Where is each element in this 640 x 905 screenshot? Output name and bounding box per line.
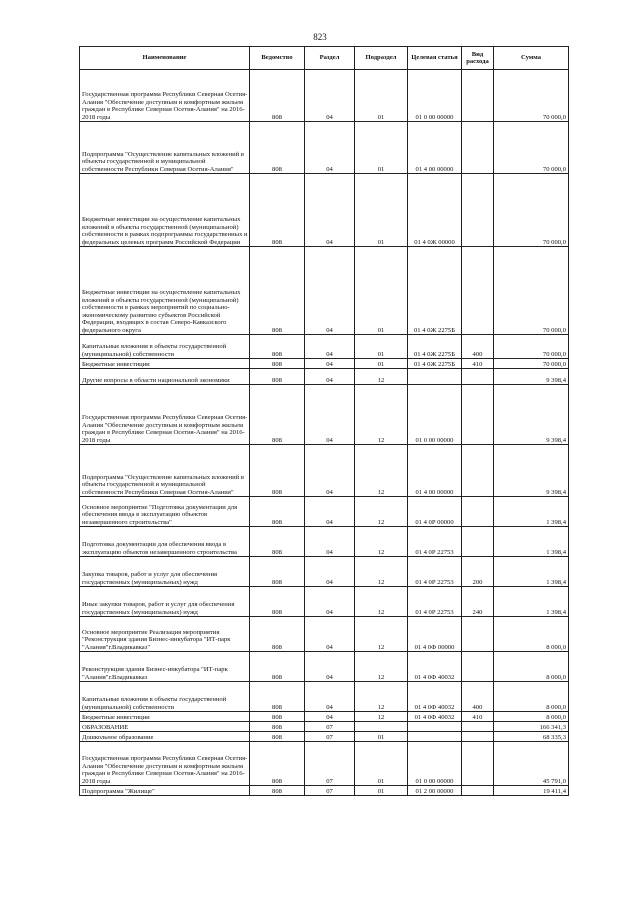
cell-sum: 9 398,4	[494, 445, 569, 497]
cell-name: Подготовка документации для обеспечения ввода в эксплуатацию объектов незавершенного строительства	[80, 527, 250, 557]
cell-subsection: 12	[355, 385, 408, 445]
cell-section: 04	[305, 712, 355, 722]
cell-expense-type	[462, 786, 494, 796]
cell-section: 07	[305, 722, 355, 732]
cell-name: Подпрограмма "Осуществление капитальных вложений в объекты государственной и муниципальной собственности Республики Северная Осетия-Алания"	[80, 445, 250, 497]
cell-section: 04	[305, 174, 355, 247]
table-row	[80, 742, 569, 786]
cell-section: 04	[305, 557, 355, 587]
cell-sum: 45 791,0	[494, 742, 569, 786]
cell-target-article	[408, 722, 462, 732]
table-row	[80, 359, 569, 369]
cell-name: Бюджетные инвестиции	[80, 712, 250, 722]
cell-sum: 68 335,3	[494, 732, 569, 742]
cell-department: 808	[250, 369, 305, 385]
table-row	[80, 682, 569, 712]
cell-name: Другие вопросы в области национальной экономики	[80, 369, 250, 385]
cell-expense-type	[462, 122, 494, 174]
cell-target-article	[408, 369, 462, 385]
cell-section: 04	[305, 335, 355, 359]
table-row	[80, 557, 569, 587]
cell-expense-type: 400	[462, 335, 494, 359]
cell-department: 808	[250, 732, 305, 742]
cell-target-article: 01 4 0Ж 2275Б	[408, 359, 462, 369]
cell-subsection: 12	[355, 369, 408, 385]
cell-department: 808	[250, 122, 305, 174]
table-header-row	[80, 47, 569, 70]
cell-sum: 1 398,4	[494, 497, 569, 527]
cell-subsection: 12	[355, 617, 408, 652]
cell-department: 808	[250, 359, 305, 369]
cell-expense-type	[462, 527, 494, 557]
header-target-article: Целевая статья	[408, 47, 462, 70]
table-row	[80, 587, 569, 617]
header-subsection: Подраздел	[355, 47, 408, 70]
cell-name: Дошкольное образование	[80, 732, 250, 742]
header-department: Ведомство	[250, 47, 305, 70]
cell-department: 808	[250, 652, 305, 682]
cell-sum: 1 398,4	[494, 527, 569, 557]
cell-sum: 1 398,4	[494, 587, 569, 617]
table-row	[80, 247, 569, 335]
cell-department: 808	[250, 722, 305, 732]
cell-sum: 9 398,4	[494, 369, 569, 385]
cell-target-article: 01 4 0Ж 2275Б	[408, 335, 462, 359]
cell-target-article: 01 0 00 00000	[408, 742, 462, 786]
cell-expense-type	[462, 70, 494, 122]
cell-name: Реконструкция здания Бизнес-инкубатора "ИТ-парк "Алания"г.Владикавказ	[80, 652, 250, 682]
cell-expense-type	[462, 385, 494, 445]
cell-name: Капитальные вложения в объекты государственной (муниципальной) собственности	[80, 682, 250, 712]
cell-name: ОБРАЗОВАНИЕ	[80, 722, 250, 732]
cell-sum: 166 341,3	[494, 722, 569, 732]
cell-subsection: 01	[355, 732, 408, 742]
cell-subsection: 12	[355, 527, 408, 557]
cell-name: Подпрограмма "Жилище"	[80, 786, 250, 796]
cell-subsection	[355, 722, 408, 732]
table-row	[80, 385, 569, 445]
cell-section: 04	[305, 70, 355, 122]
cell-section: 04	[305, 445, 355, 497]
cell-subsection: 01	[355, 359, 408, 369]
cell-department: 808	[250, 445, 305, 497]
cell-name: Бюджетные инвестиции на осуществление капитальных вложений в объекты государственной (муниципальной) собственности в рамках подпрограммы государственных и федеральных целевых программ Российской Федерации	[80, 174, 250, 247]
cell-name: Государственная программа Республики Северная Осетия-Алания "Обеспечение доступным и комфортным жильем граждан в Республике Северная Осетия-Алания" на 2016-2018 годы	[80, 70, 250, 122]
cell-sum: 70 000,0	[494, 359, 569, 369]
table-row	[80, 369, 569, 385]
table-row	[80, 732, 569, 742]
table-row	[80, 786, 569, 796]
cell-subsection: 12	[355, 445, 408, 497]
cell-section: 04	[305, 359, 355, 369]
cell-section: 04	[305, 385, 355, 445]
cell-sum: 1 398,4	[494, 557, 569, 587]
cell-subsection: 12	[355, 712, 408, 722]
cell-name: Капитальные вложения в объекты государственной (муниципальной) собственности	[80, 335, 250, 359]
cell-expense-type	[462, 652, 494, 682]
page-number: 823	[313, 32, 327, 42]
cell-expense-type	[462, 174, 494, 247]
cell-department: 808	[250, 786, 305, 796]
cell-name: Бюджетные инвестиции	[80, 359, 250, 369]
cell-section: 07	[305, 742, 355, 786]
cell-target-article: 01 0 00 00000	[408, 385, 462, 445]
cell-section: 04	[305, 682, 355, 712]
cell-expense-type: 410	[462, 712, 494, 722]
cell-subsection: 01	[355, 742, 408, 786]
cell-department: 808	[250, 742, 305, 786]
cell-expense-type: 240	[462, 587, 494, 617]
cell-sum: 70 000,0	[494, 174, 569, 247]
cell-name: Закупка товаров, работ и услуг для обеспечения государственных (муниципальных) нужд	[80, 557, 250, 587]
cell-target-article: 01 4 0Ж 00000	[408, 174, 462, 247]
cell-sum: 9 398,4	[494, 385, 569, 445]
cell-name: Иные закупки товаров, работ и услуг для обеспечения государственных (муниципальных) нужд	[80, 587, 250, 617]
cell-department: 808	[250, 527, 305, 557]
cell-section: 04	[305, 247, 355, 335]
cell-section: 07	[305, 786, 355, 796]
cell-target-article: 01 4 0Ф 40032	[408, 682, 462, 712]
cell-expense-type: 200	[462, 557, 494, 587]
cell-target-article: 01 4 0Р 00000	[408, 497, 462, 527]
cell-department: 808	[250, 497, 305, 527]
cell-subsection: 01	[355, 70, 408, 122]
table-row	[80, 527, 569, 557]
cell-expense-type	[462, 445, 494, 497]
cell-target-article: 01 4 0Ф 00000	[408, 617, 462, 652]
table-body	[80, 70, 569, 796]
cell-expense-type	[462, 742, 494, 786]
table-row	[80, 617, 569, 652]
cell-subsection: 01	[355, 247, 408, 335]
table-row	[80, 122, 569, 174]
cell-section: 04	[305, 122, 355, 174]
cell-subsection: 12	[355, 587, 408, 617]
cell-department: 808	[250, 557, 305, 587]
cell-expense-type	[462, 247, 494, 335]
cell-name: Основное мероприятие Реализация мероприятия "Реконструкция здания Бизнес-инкубатора "ИТ-парк "Алания"г.Владикавказ"	[80, 617, 250, 652]
cell-sum: 70 000,0	[494, 70, 569, 122]
cell-sum: 8 000,0	[494, 712, 569, 722]
cell-sum: 70 000,0	[494, 247, 569, 335]
cell-target-article: 01 0 00 00000	[408, 70, 462, 122]
cell-section: 04	[305, 617, 355, 652]
table-row	[80, 70, 569, 122]
cell-expense-type: 400	[462, 682, 494, 712]
cell-target-article	[408, 732, 462, 742]
cell-sum: 8 000,0	[494, 652, 569, 682]
cell-expense-type	[462, 497, 494, 527]
header-name: Наименование	[80, 47, 250, 70]
cell-target-article: 01 4 0Р 22753	[408, 557, 462, 587]
cell-name: Государственная программа Республики Северная Осетия-Алания "Обеспечение доступным и комфортным жильем граждан в Республике Северная Осетия-Алания" на 2016-2018 годы	[80, 742, 250, 786]
table-row	[80, 335, 569, 359]
cell-sum: 19 411,4	[494, 786, 569, 796]
table-row	[80, 497, 569, 527]
cell-sum: 70 000,0	[494, 335, 569, 359]
table-row	[80, 174, 569, 247]
cell-department: 808	[250, 70, 305, 122]
cell-subsection: 12	[355, 652, 408, 682]
cell-section: 04	[305, 369, 355, 385]
table-row	[80, 722, 569, 732]
cell-name: Государственная программа Республики Северная Осетия-Алания "Обеспечение доступным и комфортным жильем граждан в Республике Северная Осетия-Алания" на 2016-2018 годы	[80, 385, 250, 445]
cell-target-article: 01 4 0Ф 40032	[408, 652, 462, 682]
header-section: Раздел	[305, 47, 355, 70]
table-row	[80, 652, 569, 682]
cell-target-article: 01 4 0Ф 40032	[408, 712, 462, 722]
cell-department: 808	[250, 385, 305, 445]
cell-expense-type	[462, 722, 494, 732]
cell-subsection: 12	[355, 497, 408, 527]
cell-target-article: 01 4 0Р 22753	[408, 587, 462, 617]
cell-sum: 70 000,0	[494, 122, 569, 174]
cell-department: 808	[250, 617, 305, 652]
cell-name: Подпрограмма "Осуществление капитальных вложений в объекты государственной и муниципальной собственности Республики Северная Осетия-Алания"	[80, 122, 250, 174]
cell-department: 808	[250, 682, 305, 712]
cell-name: Бюджетные инвестиции на осуществление капитальных вложений в объекты государственной (муниципальной) собственности в рамках мероприятий по социально-экономическому развитию субъектов Российской Федерации, входящих в состав Северо-Кавказского федерального округа	[80, 247, 250, 335]
header-expense-type: Вид расхода	[462, 47, 494, 70]
cell-target-article: 01 2 00 00000	[408, 786, 462, 796]
cell-target-article: 01 4 0Р 22753	[408, 527, 462, 557]
cell-expense-type	[462, 617, 494, 652]
cell-section: 07	[305, 732, 355, 742]
cell-subsection: 01	[355, 122, 408, 174]
cell-subsection: 12	[355, 682, 408, 712]
cell-section: 04	[305, 527, 355, 557]
cell-subsection: 01	[355, 335, 408, 359]
cell-target-article: 01 4 00 00000	[408, 122, 462, 174]
cell-section: 04	[305, 587, 355, 617]
cell-subsection: 01	[355, 174, 408, 247]
cell-expense-type	[462, 369, 494, 385]
cell-department: 808	[250, 335, 305, 359]
cell-target-article: 01 4 0Ж 2275Б	[408, 247, 462, 335]
cell-sum: 8 000,0	[494, 682, 569, 712]
cell-subsection: 01	[355, 786, 408, 796]
cell-target-article: 01 4 00 00000	[408, 445, 462, 497]
budget-table	[79, 46, 569, 796]
header-sum: Сумма	[494, 47, 569, 70]
table-row	[80, 445, 569, 497]
cell-section: 04	[305, 652, 355, 682]
cell-department: 808	[250, 174, 305, 247]
table-row	[80, 712, 569, 722]
cell-department: 808	[250, 712, 305, 722]
cell-expense-type: 410	[462, 359, 494, 369]
cell-section: 04	[305, 497, 355, 527]
cell-expense-type	[462, 732, 494, 742]
cell-department: 808	[250, 247, 305, 335]
cell-subsection: 12	[355, 557, 408, 587]
cell-department: 808	[250, 587, 305, 617]
cell-sum: 8 000,0	[494, 617, 569, 652]
cell-name: Основное мероприятие "Подготовка документации для обеспечения ввода в эксплуатацию объектов незавершенного строительства"	[80, 497, 250, 527]
